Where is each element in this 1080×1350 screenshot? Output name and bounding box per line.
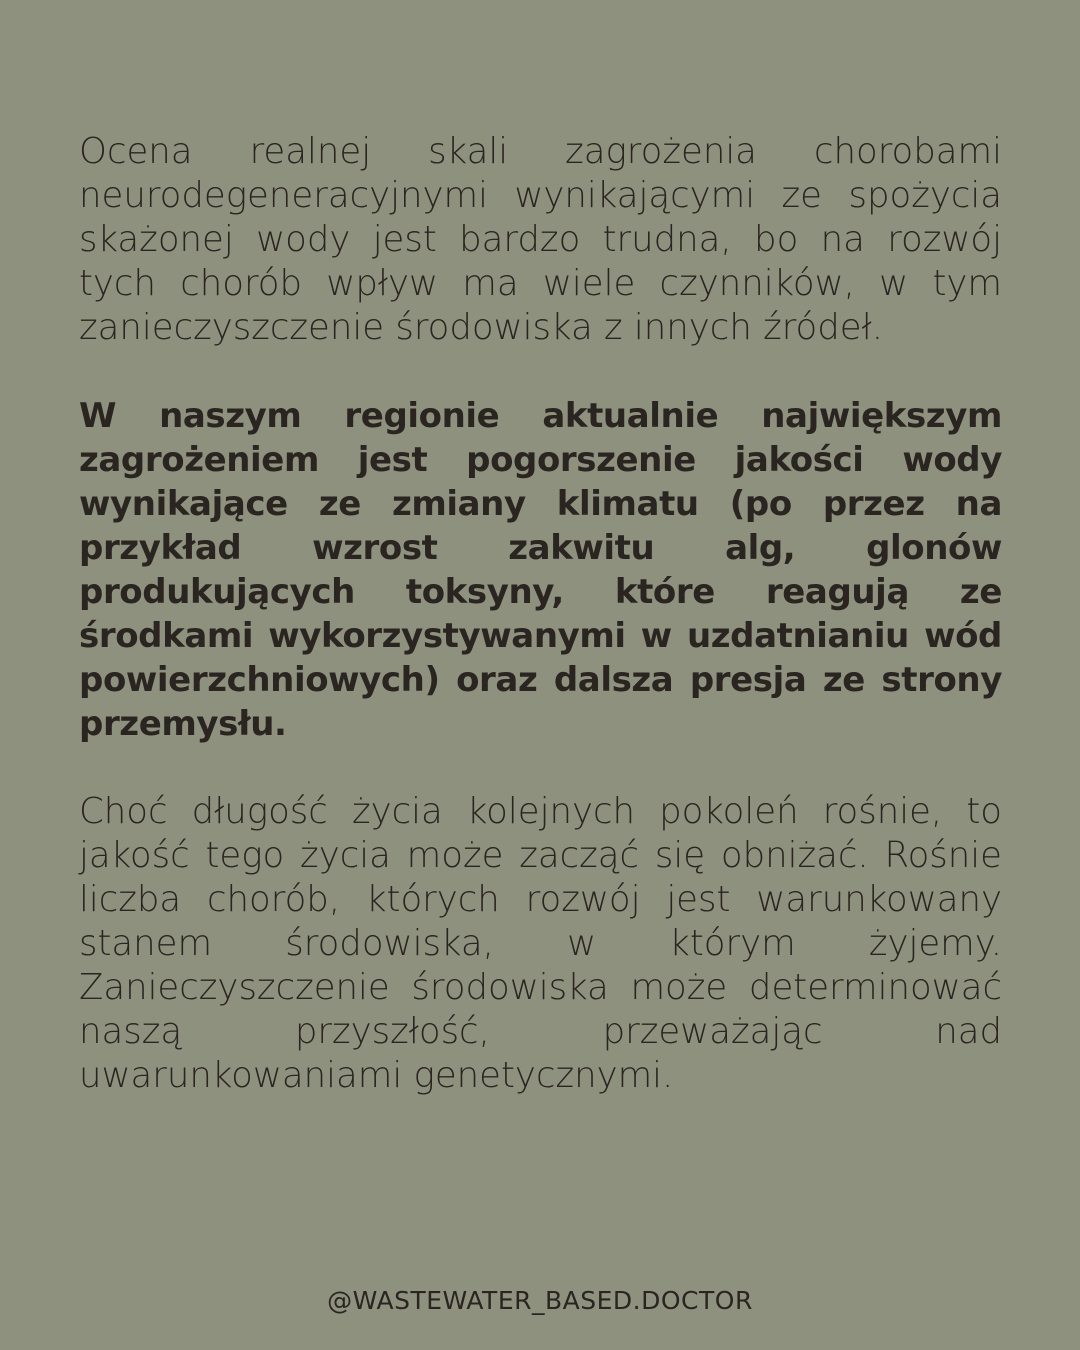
paragraph-highlight: W naszym regionie aktualnie największym zagrożeniem jest pogorszenie jakości wody wynikające ze zmiany klimatu (po przez na przykład wzrost zakwitu alg, glonów produkujących toksyny, które reagują ze środkami wykorzystywanymi w uzdatnianiu wód powierzchniowych) oraz dalsza presja ze strony przemysłu. [79,396,1002,744]
footer-handle: @WASTEWATER_BASED.DOCTOR [327,1286,753,1315]
post-body [79,130,1002,1098]
paragraph-conclusion: Choć długość życia kolejnych pokoleń rośnie, to jakość tego życia może zacząć się obniżać. Rośnie liczba chorób, których rozwój jest warunkowany stanem środowiska, w którym żyjemy. Zanieczyszczenie środowiska może determinować naszą przyszłość, przeważając nad uwarunkowaniami genetycznymi. [79,791,1002,1096]
paragraph-intro: Ocena realnej skali zagrożenia chorobami neurodegeneracyjnymi wynikającymi ze spożycia skażonej wody jest bardzo trudna, bo na rozwój tych chorób wpływ ma wiele czynników, w tym zanieczyszczenie środowiska z innych źródeł. [79,131,1002,348]
